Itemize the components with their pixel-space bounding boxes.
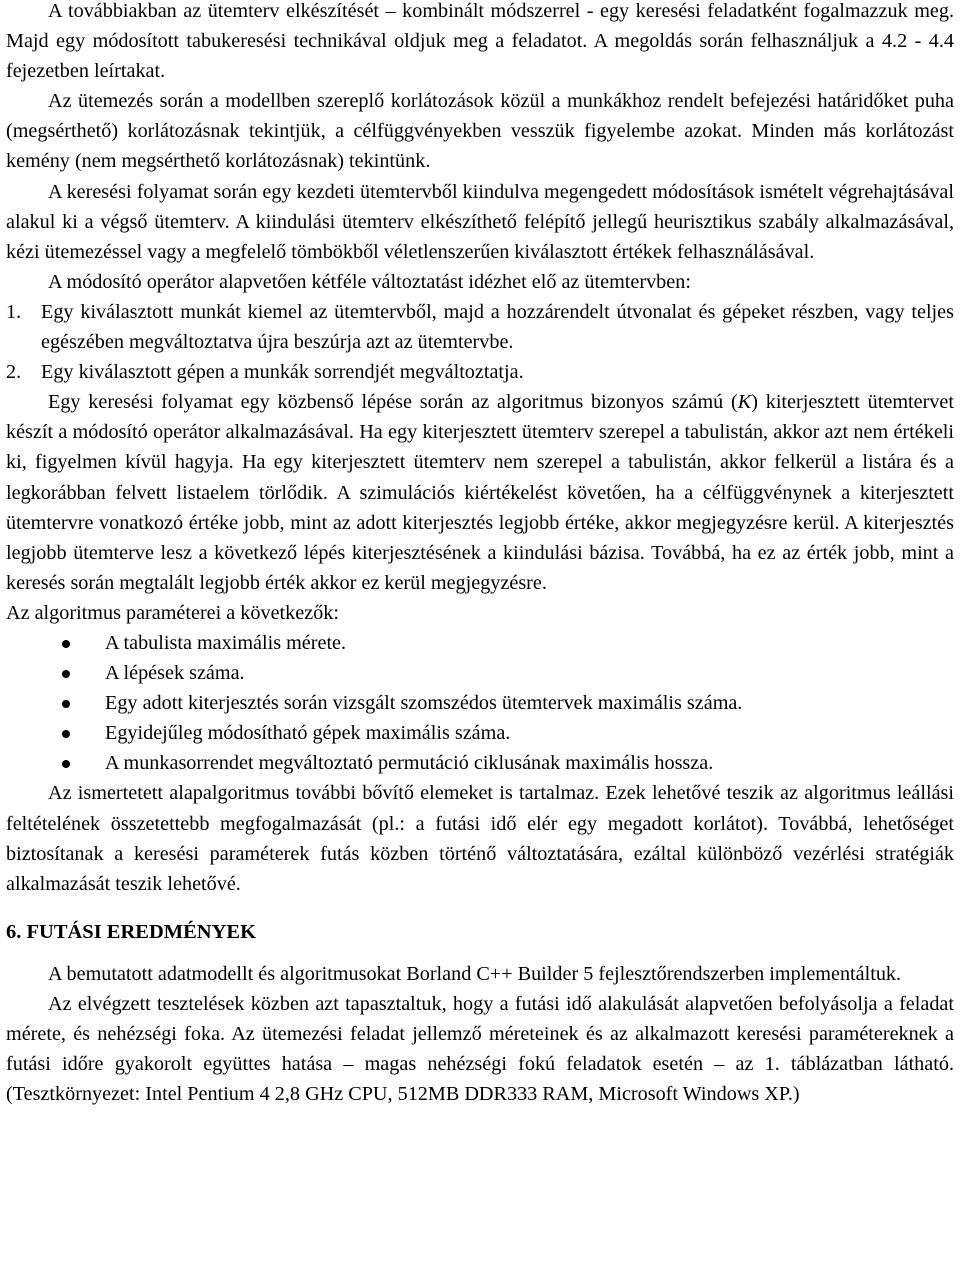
params-intro: Az algoritmus paraméterei a következők: [6, 601, 339, 624]
paragraph-constraints: Az ütemezés során a modellben szereplő korlátozások közül a munkákhoz rendelt befejezési határidőket puha (megsérthető) korlátozásnak tekintjük, a célfüggvényekben vesszük figyelembe azokat. Minden más korlátozást kemény (nem megsérthető korlátozásnak) tekintünk. [6, 90, 954, 173]
paragraph-search-step [6, 387, 954, 598]
list-item-text: A tabulista maximális mérete. [105, 631, 347, 654]
k-symbol: K [737, 391, 752, 414]
list-item-text: Egy kiválasztott gépen a munkák sorrendjét megváltoztatja. [41, 361, 524, 384]
list-item-text: Egy kiválasztott munkát kiemel az ütemtervből, majd a hozzárendelt útvonalat és gépeket részben, vagy teljes egészében megváltoztatva újra beszúrja azt az ütemtervbe. [41, 300, 954, 354]
list-item [6, 748, 954, 778]
bullet-icon [6, 688, 105, 718]
list-item [6, 658, 954, 688]
section-heading: 6. FUTÁSI EREDMÉNYEK [6, 920, 257, 943]
list-item [6, 718, 954, 748]
numbered-list-item [6, 357, 954, 387]
paragraph-operator-intro: A módosító operátor alapvetően kétféle változtatást idézhet elő az ütemtervben: [48, 270, 691, 293]
bullet-icon [6, 658, 105, 688]
list-item-text: Egy adott kiterjesztés során vizsgált szomszédos ütemtervek maximális száma. [105, 692, 743, 715]
list-number: 2. [6, 361, 22, 384]
numbered-list-item [6, 297, 954, 357]
search-text-part: ) kiterjesztett ütemtervet készít a módosító operátor alkalmazásával. Ha egy kiterjesztett ütemterv szerepel a tabulistán, akkor azt nem értékeli ki, figyelmen kívül hagyja. Ha egy kiterjesztett ütemterv nem szerepel a tabulistán, akkor felkerül a listára és a legkorábban felvett listaelem törlődik. A szimulációs kiértékelést követően, ha a célfüggvénynek a kiterjesztett ütemtervre vonatkozó értéke jobb, mint az adott kiterjesztés legjobb értéke, akkor megjegyzésre kerül. A kiterjesztés legjobb ütemterve lesz a következő lépés kiterjesztésének a kiindulási bázisa. Továbbá, ha ez az érték jobb, mint a keresés során megtalált legjobb érték akkor ez kerül megjegyzésre. [6, 391, 954, 594]
bullet-icon [6, 748, 105, 778]
list-item [6, 688, 954, 718]
bullet-icon [6, 718, 105, 748]
list-item-text: A munkasorrendet megváltoztató permutáció ciklusának maximális hossza. [105, 752, 714, 775]
paragraph-implementation: A bemutatott adatmodellt és algoritmusokat Borland C++ Builder 5 fejlesztőrendszerben implementáltuk. [48, 962, 902, 985]
list-item-text: Egyidejűleg módosítható gépek maximális száma. [105, 722, 511, 745]
bullet-icon [6, 628, 105, 658]
paragraph-extensions: Az ismertetett alapalgoritmus további bővítő elemeket is tartalmaz. Ezek lehetővé teszik az algoritmus leállási feltételének összetettebb megfogalmazását (pl.: a futási idő elér egy megadott korlátot). Továbbá, lehetőséget biztosítanak a keresési paraméterek futás közben történő változtatására, ezáltal különböző vezérlési stratégiák alkalmazását teszik lehetővé. [6, 782, 954, 895]
search-text-part: Egy keresési folyamat egy közbenső lépése során az algoritmus bizonyos számú ( [48, 391, 738, 414]
paragraph-testing: Az elvégzett tesztelések közben azt tapasztaltuk, hogy a futási idő alakulását alapvetően befolyásolja a feladat mérete, és nehézségi foka. Az ütemezési feladat jellemző méreteinek és az alkalmazott keresési paramétereknek a futási időre gyakorolt együttes hatása – magas nehézségi fokú feladatok esetén – az 1. táblázatban látható. (Tesztkörnyezet: Intel Pentium 4 2,8 GHz CPU, 512MB DDR333 RAM, Microsoft Windows XP.) [6, 992, 954, 1106]
list-item-text: A lépések száma. [105, 662, 245, 685]
paragraph-search-process: A keresési folyamat során egy kezdeti ütemtervből kiindulva megengedett módosítások ismételt végrehajtásával alakul ki a végső ütemterv. A kiindulási ütemterv elkészíthető felépítő jellegű heurisztikus szabály alkalmazásával, kézi ütemezéssel vagy a megfelelő tömbökből véletlenszerűen kiválasztott értékek felhasználásával. [6, 180, 954, 263]
params-list [6, 628, 954, 778]
list-number: 1. [6, 300, 22, 323]
list-item [6, 628, 954, 658]
paragraph-intro: A továbbiakban az ütemterv elkészítését – kombinált módszerrel - egy keresési feladatként fogalmazzuk meg. Majd egy módosított tabukeresési technikával oldjuk meg a feladatot. A megoldás során felhasználjuk a 4.2 - 4.4 fejezetben leírtakat. [6, 0, 954, 83]
